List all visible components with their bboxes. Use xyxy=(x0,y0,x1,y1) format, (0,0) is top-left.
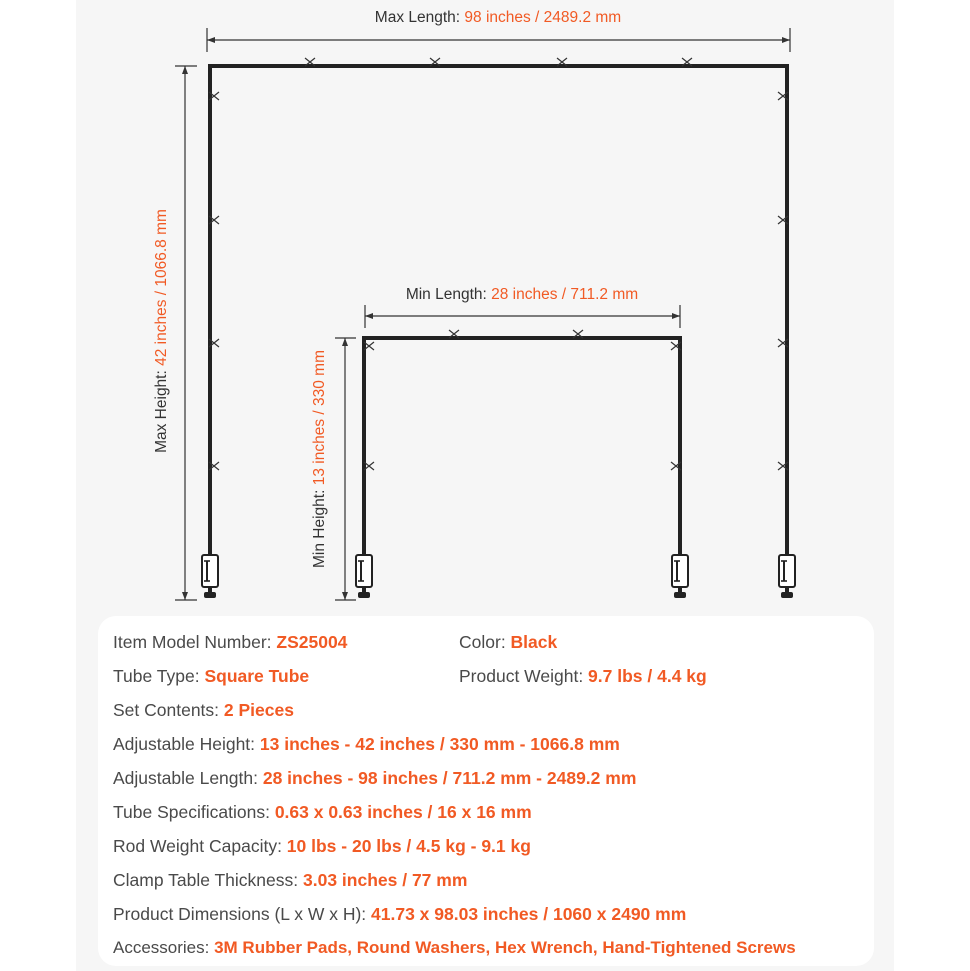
min-length-value: 28 inches / 711.2 mm xyxy=(491,286,639,303)
spec-value: 3M Rubber Pads, Round Washers, Hex Wrench, Hand-Tightened Screws xyxy=(214,938,796,957)
max-length-dimension xyxy=(207,9,790,52)
spec-label: Adjustable Length: xyxy=(113,768,263,788)
spec-tube-type xyxy=(113,666,309,687)
spec-product-weight xyxy=(459,666,707,687)
min-height-text xyxy=(311,350,328,568)
spec-value: 3.03 inches / 77 mm xyxy=(303,870,468,890)
large-frame xyxy=(202,58,795,598)
small-frame xyxy=(356,330,688,598)
right-clamp-icon xyxy=(779,555,795,598)
spec-value: 10 lbs - 20 lbs / 4.5 kg - 9.1 kg xyxy=(286,836,531,856)
spec-adjustable-length xyxy=(113,768,636,789)
spec-label: Color: xyxy=(459,632,511,652)
spec-value: 9.7 lbs / 4.4 kg xyxy=(588,666,707,686)
spec-product-dimensions xyxy=(113,904,686,925)
spec-adjustable-height xyxy=(113,734,620,755)
small-right-clamp-icon xyxy=(672,555,688,598)
spec-value: Black xyxy=(510,632,558,652)
spec-tube-specifications xyxy=(113,802,532,823)
spec-item-model xyxy=(113,632,347,653)
spec-label: Set Contents: xyxy=(113,700,224,720)
max-height-value: 42 inches / 1066.8 mm xyxy=(153,209,170,366)
max-height-text xyxy=(153,209,170,453)
max-length-label: Max Length: xyxy=(374,9,465,26)
min-length-dimension xyxy=(365,286,680,328)
min-height-value: 13 inches / 330 mm xyxy=(311,350,328,486)
max-height-label: Max Height: xyxy=(153,365,170,453)
spec-accessories xyxy=(113,938,796,958)
spec-label: Tube Specifications: xyxy=(113,802,275,822)
min-height-dimension xyxy=(311,338,356,600)
spec-label: Product Dimensions (L x W x H): xyxy=(113,904,372,924)
spec-label: Adjustable Height: xyxy=(113,734,260,754)
spec-color xyxy=(459,632,557,653)
spec-value: 0.63 x 0.63 inches / 16 x 16 mm xyxy=(274,802,532,822)
specifications-card xyxy=(98,616,874,966)
max-length-value: 98 inches / 2489.2 mm xyxy=(464,9,622,26)
spec-value: 41.73 x 98.03 inches / 1060 x 2490 mm xyxy=(371,904,687,924)
spec-label: Rod Weight Capacity: xyxy=(113,836,287,856)
spec-value: Square Tube xyxy=(204,666,310,686)
spec-value: 2 Pieces xyxy=(223,700,294,720)
min-length-label: Min Length: xyxy=(405,286,492,303)
spec-label: Accessories: xyxy=(113,938,215,957)
small-left-clamp-icon xyxy=(356,555,372,598)
max-height-dimension xyxy=(153,66,197,600)
spec-rod-weight-capacity xyxy=(113,836,531,857)
spec-value: ZS25004 xyxy=(276,632,348,652)
spec-label: Product Weight: xyxy=(459,666,589,686)
min-length-text xyxy=(406,286,638,303)
spec-label: Item Model Number: xyxy=(113,632,277,652)
spec-label: Tube Type: xyxy=(113,666,205,686)
min-height-label: Min Height: xyxy=(311,485,328,568)
spec-value: 28 inches - 98 inches / 711.2 mm - 2489.2 mm xyxy=(262,768,637,788)
spec-set-contents xyxy=(113,700,294,721)
max-length-text xyxy=(375,9,621,26)
left-clamp-icon xyxy=(202,555,218,598)
spec-value: 13 inches - 42 inches / 330 mm - 1066.8 mm xyxy=(259,734,620,754)
spec-label: Clamp Table Thickness: xyxy=(113,870,303,890)
spec-clamp-thickness xyxy=(113,870,467,891)
